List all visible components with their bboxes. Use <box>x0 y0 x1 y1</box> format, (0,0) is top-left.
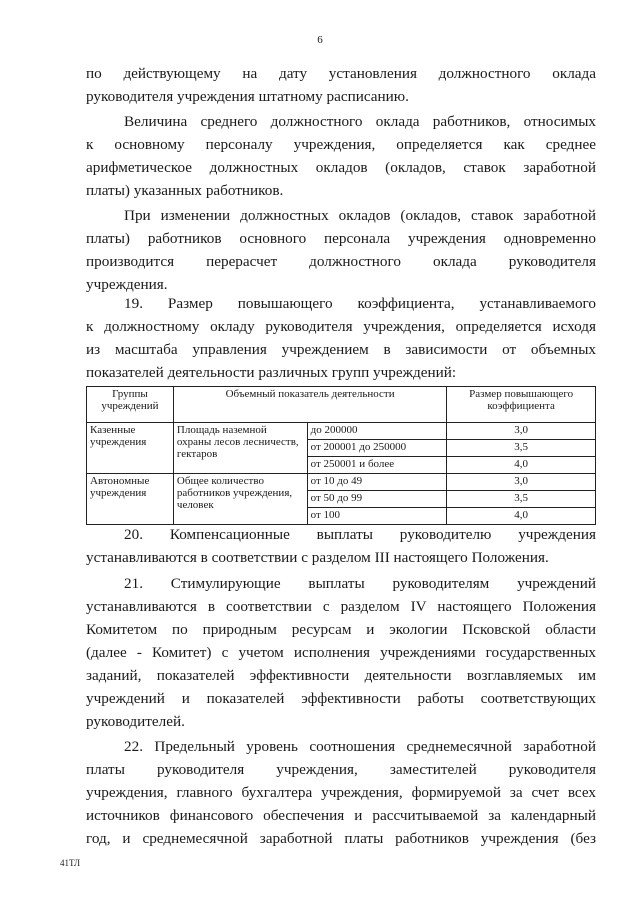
text-line: 22. Предельный уровень соотношения среднемесячной заработной <box>124 738 596 755</box>
text-line: заданий, показателей эффективности деятельности возглавляемых им <box>86 667 596 684</box>
range-cell: от 10 до 49 <box>307 474 447 491</box>
range-cell: до 200000 <box>307 423 447 440</box>
table-row <box>87 474 596 491</box>
paragraph-21 <box>86 572 596 733</box>
text-line: к основному персоналу учреждения, определяется как среднее <box>86 136 596 153</box>
table-row <box>87 423 596 440</box>
paragraph-average-salary <box>86 110 596 202</box>
text-line: из масштаба управления учреждением в зависимости от объемных <box>86 341 596 358</box>
text-line: платы) указанных работников. <box>86 182 284 199</box>
header-groups: Группы учреждений <box>87 387 174 423</box>
text-line: платы руководителя учреждения, заместителей руководителя <box>86 761 596 778</box>
text-line: учреждения. <box>86 276 168 293</box>
text-line: устанавливаются в соответствии с разделом III настоящего Положения. <box>86 549 549 566</box>
indicator-cell: Общее количество работников учреждения, человек <box>173 474 307 525</box>
text-line: источников финансового обеспечения и рассчитываемой за календарный <box>86 807 596 824</box>
text-line: руководителя учреждения штатному расписанию. <box>86 88 409 105</box>
table-header-row <box>87 387 596 423</box>
text-line: Комитетом по природным ресурсам и экологии Псковской области <box>86 621 596 638</box>
range-cell: от 100 <box>307 508 447 525</box>
text-line: учреждения, главного бухгалтера учреждения, формируемой за счет всех <box>86 784 596 801</box>
header-indicator: Объемный показатель деятельности <box>173 387 446 423</box>
coefficient-cell: 3,5 <box>447 491 596 508</box>
text-line: показателей деятельности различных групп учреждений: <box>86 364 457 381</box>
group-cell: Казенные учреждения <box>87 423 174 474</box>
text-line: учреждений и показателей эффективности работы соответствующих <box>86 690 596 707</box>
coefficient-cell: 3,0 <box>447 474 596 491</box>
text-line: платы) работников основного персонала учреждения одновременно <box>86 230 596 247</box>
group-cell: Автономные учреждения <box>87 474 174 525</box>
text-line: устанавливаются в соответствии с разделом IV настоящего Положения <box>86 598 596 615</box>
text-line: к должностному окладу руководителя учреждения, определяется исходя <box>86 318 596 335</box>
paragraph-recalculation <box>86 204 596 296</box>
paragraph-continuation <box>86 62 596 108</box>
header-coefficient: Размер повышающего коэффициента <box>447 387 596 423</box>
text-line: 19. Размер повышающего коэффициента, устанавливаемого <box>124 295 596 312</box>
range-cell: от 200001 до 250000 <box>307 440 447 457</box>
text-line: 21. Стимулирующие выплаты руководителям учреждений <box>124 575 596 592</box>
text-line: по действующему на дату установления должностного оклада <box>86 65 596 82</box>
text-line: руководителей. <box>86 713 185 730</box>
range-cell: от 50 до 99 <box>307 491 447 508</box>
coefficient-cell: 3,5 <box>447 440 596 457</box>
page-number: 6 <box>317 34 323 46</box>
text-line: арифметическое должностных окладов (окладов, ставок заработной <box>86 159 596 176</box>
coefficient-table <box>86 386 596 525</box>
coefficient-cell: 4,0 <box>447 508 596 525</box>
text-line: Величина среднего должностного оклада работников, относимых <box>124 113 596 130</box>
coefficient-cell: 3,0 <box>447 423 596 440</box>
text-line: При изменении должностных окладов (окладов, ставок заработной <box>124 207 596 224</box>
paragraph-20 <box>86 523 596 569</box>
text-line: производится перерасчет должностного оклада руководителя <box>86 253 596 270</box>
text-line: 20. Компенсационные выплаты руководителю учреждения <box>124 526 596 543</box>
coefficient-cell: 4,0 <box>447 457 596 474</box>
paragraph-22 <box>86 735 596 850</box>
range-cell: от 250001 и более <box>307 457 447 474</box>
indicator-cell: Площадь наземной охраны лесов лесничеств, гектаров <box>173 423 307 474</box>
text-line: год, и среднемесячной заработной платы работников учреждения (без <box>86 830 596 847</box>
text-line: (далее - Комитет) с учетом исполнения учреждениями государственных <box>86 644 596 661</box>
paragraph-19 <box>86 292 596 384</box>
footer-code: 41ТЛ <box>60 858 81 868</box>
